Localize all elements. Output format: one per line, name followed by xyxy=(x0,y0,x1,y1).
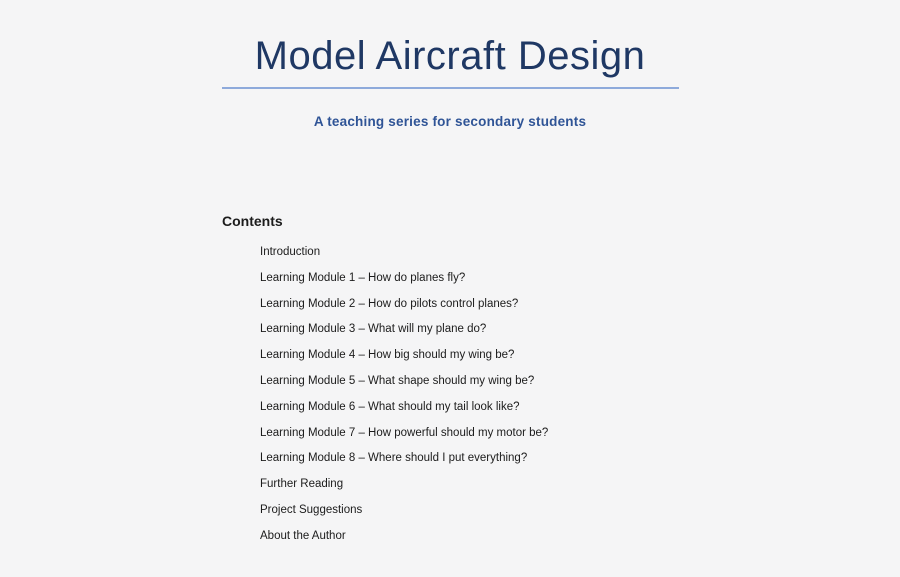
toc-item: Learning Module 8 – Where should I put everything? xyxy=(260,452,528,465)
toc-item: Introduction xyxy=(260,246,321,258)
title-underline-rule xyxy=(222,87,679,89)
toc-item: About the Author xyxy=(260,529,346,542)
toc-item: Learning Module 4 – How big should my wing be? xyxy=(260,349,515,362)
toc-item: Learning Module 2 – How do pilots control planes? xyxy=(260,297,519,310)
toc-item: Learning Module 1 – How do planes fly? xyxy=(260,271,466,284)
page-subtitle: A teaching series for secondary students xyxy=(313,114,587,129)
toc-item: Further Reading xyxy=(260,478,344,491)
toc-item: Learning Module 3 – What will my plane do? xyxy=(260,323,487,336)
toc-item: Learning Module 5 – What shape should my wing be? xyxy=(260,374,535,387)
toc-item: Learning Module 7 – How powerful should my motor be? xyxy=(260,426,549,439)
toc-item: Learning Module 6 – What should my tail look like? xyxy=(260,400,520,413)
contents-heading: Contents xyxy=(222,213,283,229)
contents-list xyxy=(260,240,820,550)
toc-item: Project Suggestions xyxy=(260,503,363,516)
page-title: Model Aircraft Design xyxy=(254,34,646,78)
